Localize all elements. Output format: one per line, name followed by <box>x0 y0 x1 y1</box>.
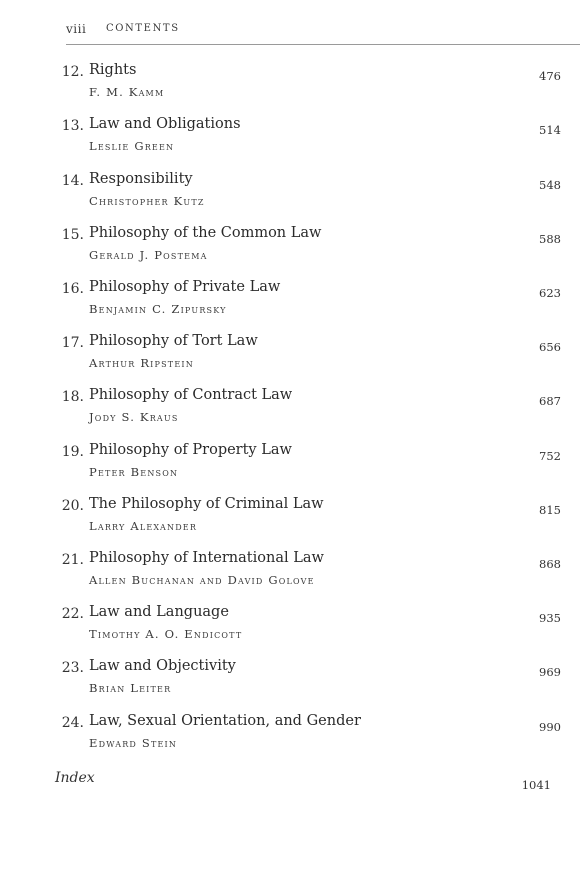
chapter-number: 20. <box>61 498 84 514</box>
toc-entry[interactable] <box>0 715 587 763</box>
index-page-number: 1041 <box>521 778 551 792</box>
toc-entry[interactable] <box>0 660 587 708</box>
toc-entry[interactable] <box>0 498 587 546</box>
chapter-title: Philosophy of Private Law <box>89 279 281 295</box>
chapter-author: Allen Buchanan and David Golove <box>89 573 315 587</box>
chapter-author: Larry Alexander <box>89 519 198 533</box>
toc-entry[interactable] <box>0 444 587 492</box>
chapter-author: Benjamin C. Zipursky <box>89 302 227 316</box>
chapter-page-number: 514 <box>539 123 561 137</box>
chapter-page-number: 815 <box>539 503 561 517</box>
chapter-title: Law and Objectivity <box>89 658 236 674</box>
toc-entry[interactable] <box>0 64 587 112</box>
toc-entry[interactable] <box>0 552 587 600</box>
chapter-title: Philosophy of Contract Law <box>89 387 293 403</box>
folio-page-number: viii <box>66 22 87 36</box>
chapter-title: Philosophy of the Common Law <box>89 225 322 241</box>
chapter-number: 18. <box>61 389 84 405</box>
chapter-author: Christopher Kutz <box>89 194 205 208</box>
toc-entry[interactable] <box>0 281 587 329</box>
chapter-page-number: 969 <box>539 665 561 679</box>
chapter-page-number: 752 <box>539 449 561 463</box>
chapter-number: 19. <box>61 444 84 460</box>
chapter-number: 22. <box>61 606 84 622</box>
chapter-title: Responsibility <box>89 171 193 187</box>
chapter-title: Philosophy of International Law <box>89 550 324 566</box>
index-label[interactable]: Index <box>55 770 95 786</box>
toc-entry[interactable] <box>0 606 587 654</box>
page-header <box>66 22 580 45</box>
chapter-title: Rights <box>89 62 137 78</box>
chapter-title: Law and Language <box>89 604 229 620</box>
chapter-number: 15. <box>61 227 84 243</box>
chapter-number: 24. <box>61 715 84 731</box>
chapter-page-number: 548 <box>539 178 561 192</box>
chapter-number: 17. <box>61 335 84 351</box>
chapter-title: Law, Sexual Orientation, and Gender <box>89 713 361 729</box>
chapter-page-number: 656 <box>539 340 561 354</box>
toc-entry[interactable] <box>0 389 587 437</box>
chapter-page-number: 868 <box>539 557 561 571</box>
chapter-number: 14. <box>61 173 84 189</box>
chapter-page-number: 623 <box>539 286 561 300</box>
chapter-author: Arthur Ripstein <box>89 356 194 370</box>
chapter-number: 21. <box>61 552 84 568</box>
chapter-title: The Philosophy of Criminal Law <box>89 496 324 512</box>
chapter-author: F. M. Kamm <box>89 85 165 99</box>
toc-entry[interactable] <box>0 227 587 275</box>
chapter-page-number: 687 <box>539 394 561 408</box>
chapter-author: Timothy A. O. Endicott <box>89 627 243 641</box>
chapter-page-number: 476 <box>539 69 561 83</box>
toc-entry[interactable] <box>0 335 587 383</box>
chapter-author: Edward Stein <box>89 736 178 750</box>
chapter-title: Philosophy of Tort Law <box>89 333 258 349</box>
running-head: CONTENTS <box>106 23 180 34</box>
chapter-page-number: 588 <box>539 232 561 246</box>
chapter-author: Jody S. Kraus <box>89 410 179 424</box>
chapter-author: Leslie Green <box>89 139 175 153</box>
chapter-author: Peter Benson <box>89 465 179 479</box>
chapter-number: 13. <box>61 118 84 134</box>
chapter-author: Brian Leiter <box>89 681 172 695</box>
toc-entry[interactable] <box>0 173 587 221</box>
chapter-page-number: 990 <box>539 720 561 734</box>
chapter-number: 23. <box>61 660 84 676</box>
chapter-number: 12. <box>61 64 84 80</box>
toc-entry[interactable] <box>0 118 587 166</box>
chapter-page-number: 935 <box>539 611 561 625</box>
chapter-author: Gerald J. Postema <box>89 248 208 262</box>
chapter-number: 16. <box>61 281 84 297</box>
chapter-title: Law and Obligations <box>89 116 241 132</box>
chapter-title: Philosophy of Property Law <box>89 442 292 458</box>
